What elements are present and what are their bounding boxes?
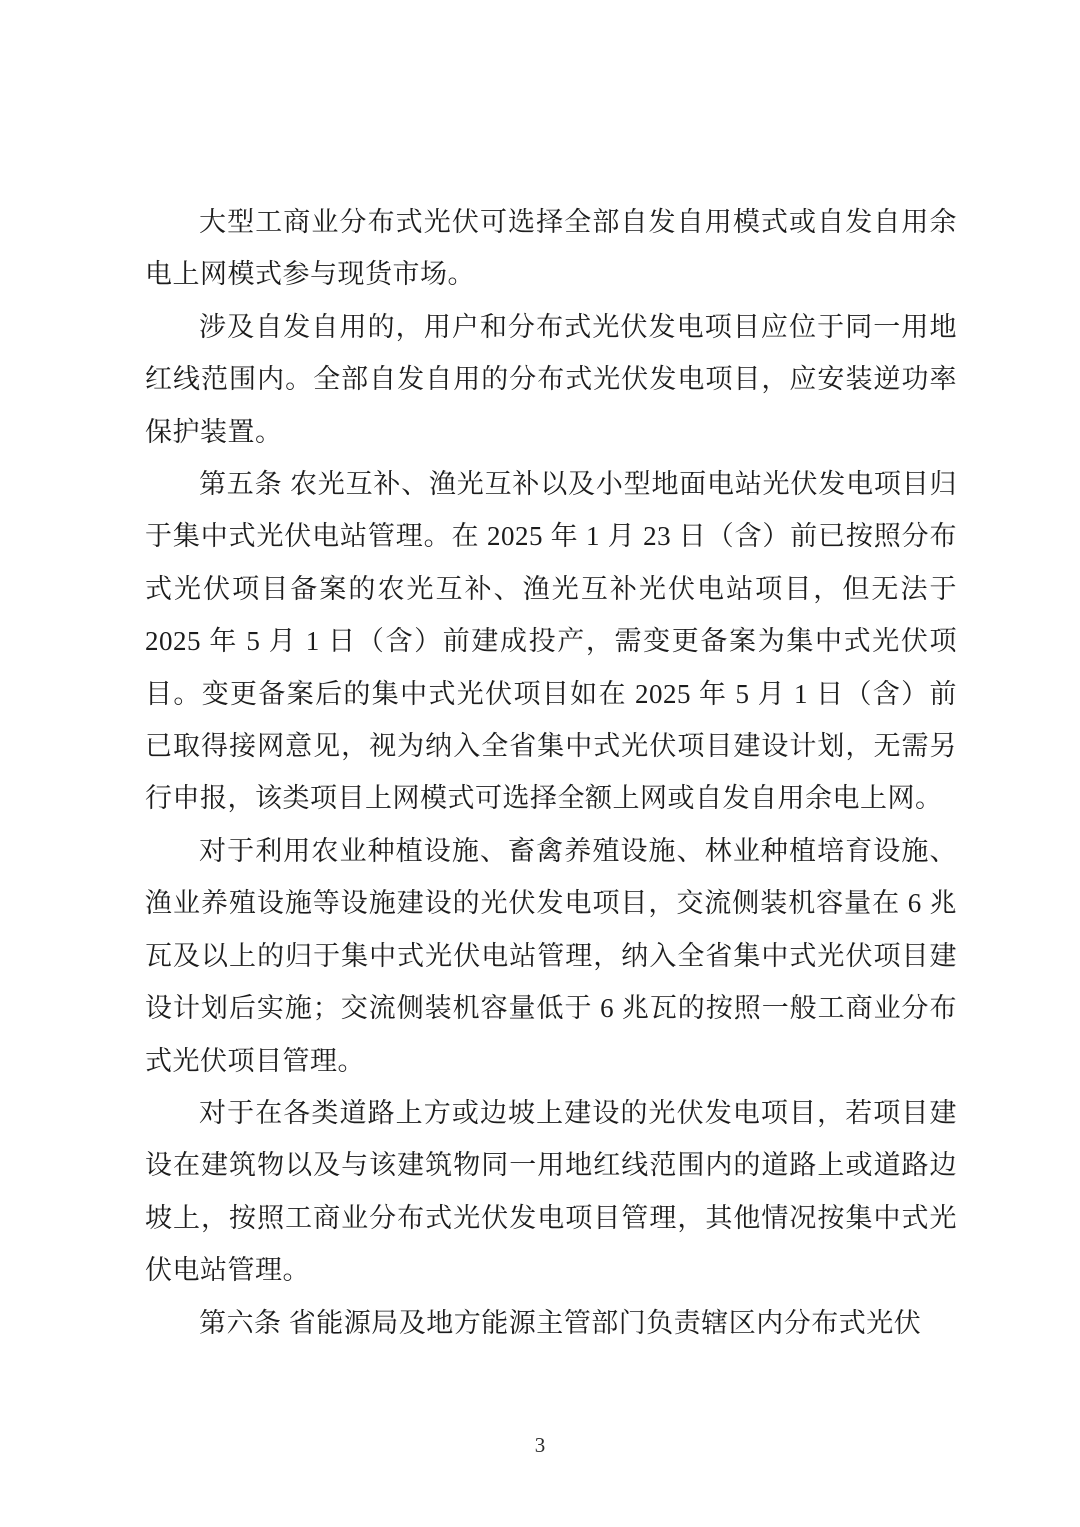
paragraph-large-commercial-pv: 大型工商业分布式光伏可选择全部自发自用模式或自发自用余电上网模式参与现货市场。 — [145, 207, 957, 290]
paragraph-agriculture-facility-pv: 对于利用农业种植设施、畜禽养殖设施、林业种植培育设施、渔业养殖设施等设施建设的光伏发电项目，交流侧装机容量在 6 兆瓦及以上的归于集中式光伏电站管理，纳入全省集中式光伏项目建设计划后实施；交流侧装机容量低于 6 兆瓦的按照一般工商业分布式光伏项目管理。 — [145, 835, 957, 1076]
document-body — [145, 196, 957, 1349]
paragraph-self-use-red-line: 涉及自发自用的，用户和分布式光伏发电项目应位于同一用地红线范围内。全部自发自用的分布式光伏发电项目，应安装逆功率保护装置。 — [145, 311, 957, 447]
paragraph-road-slope-pv: 对于在各类道路上方或边坡上建设的光伏发电项目，若项目建设在建筑物以及与该建筑物同一用地红线范围内的道路上或道路边坡上，按照工商业分布式光伏发电项目管理，其他情况按集中式光伏电站管理。 — [145, 1097, 957, 1286]
page-number: 3 — [534, 1433, 546, 1457]
paragraph-article-6: 第六条 省能源局及地方能源主管部门负责辖区内分布式光伏 — [199, 1307, 922, 1338]
paragraph-article-5: 第五条 农光互补、渔光互补以及小型地面电站光伏发电项目归于集中式光伏电站管理。在 2025 年 1 月 23 日（含）前已按照分布式光伏项目备案的农光互补、渔光互补光伏电站项目，但无法于 2025 年 5 月 1 日（含）前建成投产，需变更备案为集中式光伏项目。变更备案后的集中式光伏项目如在 2025 年 5 月 1 日（含）前已取得接网意见，视为纳入全省集中式光伏项目建设计划，无需另行申报，该类项目上网模式可选择全额上网或自发自用余电上网。 — [145, 469, 957, 814]
